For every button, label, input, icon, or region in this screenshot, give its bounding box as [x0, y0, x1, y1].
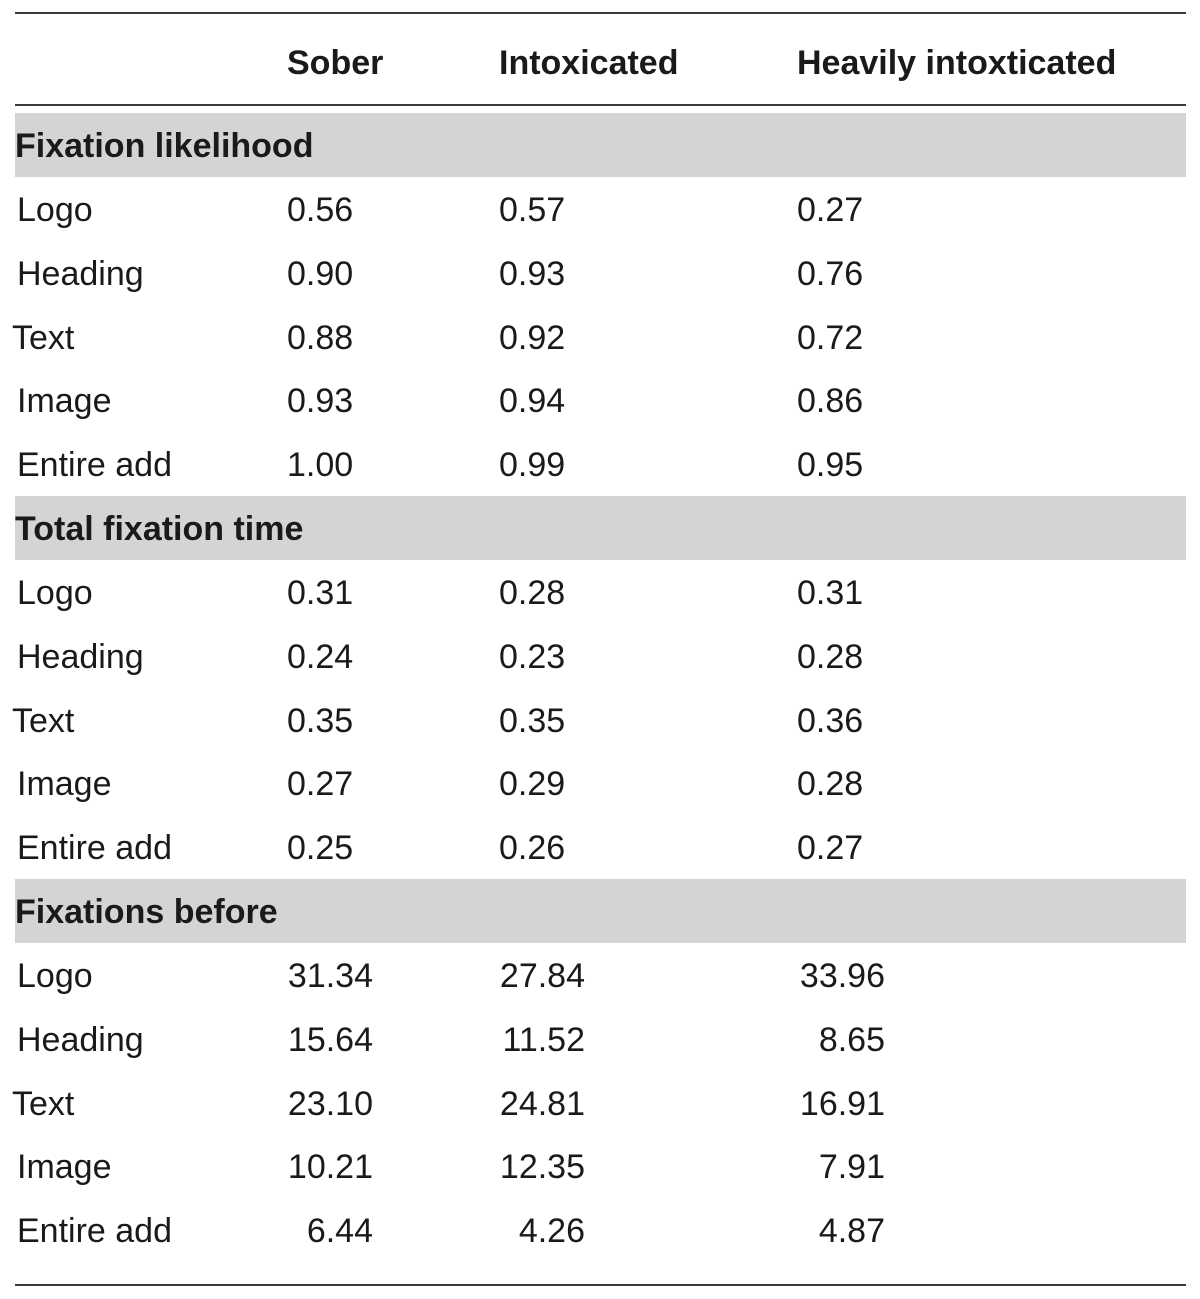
section-header-fixations-before — [15, 879, 1186, 943]
cell-heavily-intoxicated: 4.87 — [818, 1212, 885, 1251]
bottom-rule — [15, 1284, 1186, 1286]
cell-heavily-intoxicated: 0.27 — [797, 829, 864, 868]
table-row — [15, 1007, 1186, 1071]
cell-heavily-intoxicated: 16.91 — [799, 1084, 885, 1123]
cell-intoxicated: 24.81 — [499, 1084, 585, 1123]
row-label: Entire add — [17, 829, 172, 868]
row-label: Text — [12, 1084, 75, 1123]
table-row — [15, 624, 1186, 688]
cell-intoxicated: 0.35 — [499, 701, 566, 740]
cell-sober: 0.93 — [287, 382, 354, 421]
cell-sober: 0.24 — [287, 637, 354, 676]
cell-intoxicated: 0.57 — [499, 191, 566, 229]
cell-intoxicated: 0.99 — [499, 446, 566, 485]
cell-intoxicated: 0.92 — [499, 318, 566, 357]
cell-sober: 6.44 — [306, 1212, 373, 1251]
section-title: Total fixation time — [15, 509, 304, 548]
section-header-total-fixation-time — [15, 496, 1186, 560]
table-row — [15, 368, 1186, 432]
row-label: Text — [12, 701, 75, 740]
data-table — [12, 12, 1186, 1262]
cell-sober: 10.21 — [287, 1148, 373, 1187]
cell-heavily-intoxicated: 7.91 — [818, 1148, 885, 1187]
cell-sober: 0.35 — [287, 701, 354, 740]
section-header-fixation-likelihood — [15, 113, 1186, 177]
row-label: Entire add — [17, 1212, 172, 1251]
section-title: Fixations before — [15, 892, 278, 931]
cell-intoxicated: 0.23 — [499, 637, 566, 676]
cell-sober: 0.25 — [287, 829, 354, 868]
cell-intoxicated: 0.26 — [499, 829, 566, 868]
cell-intoxicated: 0.28 — [499, 573, 566, 612]
table-row — [15, 241, 1186, 305]
column-header-heavily-intoxicated: Heavily intoxticated — [797, 44, 1117, 82]
cell-sober: 1.00 — [287, 446, 354, 485]
cell-heavily-intoxicated: 0.28 — [797, 637, 864, 676]
cell-intoxicated: 4.26 — [518, 1212, 585, 1251]
row-label: Image — [17, 1148, 112, 1187]
row-label: Logo — [17, 191, 93, 229]
cell-heavily-intoxicated: 0.36 — [797, 701, 864, 740]
cell-heavily-intoxicated: 33.96 — [799, 956, 885, 995]
cell-intoxicated: 0.29 — [499, 765, 566, 804]
cell-heavily-intoxicated: 0.95 — [797, 446, 864, 485]
row-label: Heading — [17, 637, 144, 676]
row-label: Entire add — [17, 446, 172, 485]
table-row — [15, 1134, 1186, 1198]
table-row — [15, 432, 1186, 496]
cell-sober: 0.27 — [287, 765, 354, 804]
cell-heavily-intoxicated: 0.31 — [797, 573, 864, 612]
table-row — [15, 177, 1186, 241]
cell-heavily-intoxicated: 0.86 — [797, 382, 864, 421]
table-row — [15, 943, 1186, 1007]
cell-sober: 31.34 — [287, 956, 373, 995]
cell-heavily-intoxicated: 0.72 — [797, 318, 864, 357]
row-label: Heading — [17, 254, 144, 293]
table-row — [15, 815, 1186, 879]
cell-sober: 0.31 — [287, 573, 354, 612]
header-row — [15, 14, 1186, 104]
cell-intoxicated: 27.84 — [499, 956, 585, 995]
table-row — [15, 751, 1186, 815]
column-header-sober: Sober — [287, 44, 384, 82]
fixations-before-rows — [12, 943, 1186, 1262]
cell-intoxicated: 11.52 — [502, 1020, 585, 1059]
cell-intoxicated: 0.94 — [499, 382, 566, 421]
column-header-intoxicated: Intoxicated — [499, 44, 679, 82]
table-row — [12, 1071, 1186, 1135]
row-label: Heading — [17, 1020, 144, 1059]
row-label: Logo — [17, 573, 93, 612]
cell-sober: 0.88 — [287, 318, 354, 357]
cell-heavily-intoxicated: 8.65 — [818, 1020, 885, 1059]
cell-heavily-intoxicated: 0.28 — [797, 765, 864, 804]
section-title: Fixation likelihood — [15, 127, 314, 165]
cell-heavily-intoxicated: 0.27 — [797, 191, 864, 229]
row-label: Image — [17, 765, 112, 804]
row-label: Text — [12, 318, 75, 357]
cell-sober: 15.64 — [287, 1020, 373, 1059]
row-label: Image — [17, 382, 112, 421]
cell-sober: 0.90 — [287, 254, 354, 293]
cell-sober: 0.56 — [287, 191, 354, 229]
row-label: Logo — [17, 956, 93, 995]
table-row — [12, 688, 1186, 752]
table-row — [15, 1198, 1186, 1262]
cell-intoxicated: 12.35 — [499, 1148, 585, 1187]
cell-intoxicated: 0.93 — [499, 254, 566, 293]
table-row — [15, 560, 1186, 624]
cell-heavily-intoxicated: 0.76 — [797, 254, 864, 293]
cell-sober: 23.10 — [287, 1084, 373, 1123]
table-row — [12, 305, 1186, 369]
